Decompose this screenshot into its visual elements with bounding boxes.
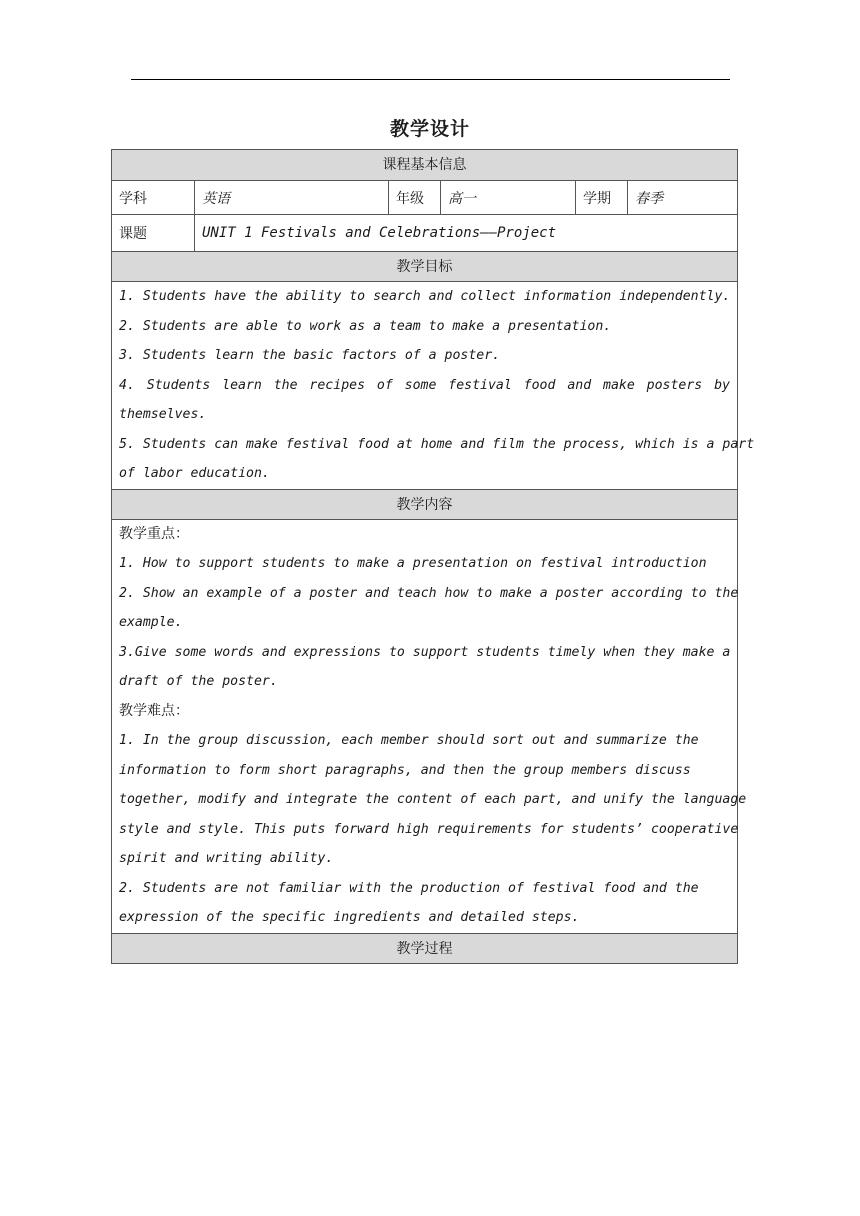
topic-value: UNIT 1 Festivals and Celebrations——Project	[195, 215, 738, 252]
difficulty-line: 2. Students are not familiar with the production of festival food and the	[119, 880, 699, 896]
objective-line: 5. Students can make festival food at home and film the process, which is a part	[119, 436, 755, 452]
objective-line: 3. Students learn the basic factors of a poster.	[119, 348, 501, 363]
key-point-line: 2. Show an example of a poster and teach how to make a poster according to the	[119, 585, 739, 601]
basic-info-header: 课程基本信息	[112, 150, 738, 181]
subject-label: 学科	[112, 181, 195, 215]
content-header: 教学内容	[112, 489, 738, 519]
objective-line: 2. Students are able to work as a team to make a presentation.	[119, 318, 612, 334]
key-point-line: 1. How to support students to make a presentation on festival introduction	[119, 556, 707, 571]
key-point-line: example.	[119, 615, 183, 630]
section-header-row	[112, 150, 738, 181]
difficulty-line: style and style. This puts forward high requirements for students’ cooperative	[119, 821, 739, 837]
difficulty-line: spirit and writing ability.	[119, 851, 334, 866]
section-header-row	[112, 933, 738, 963]
objective-line: themselves.	[119, 407, 207, 422]
objective-line: of labor education.	[119, 466, 270, 481]
difficulty-line: 1. In the group discussion, each member should sort out and summarize the	[119, 733, 699, 748]
key-points-label: 教学重点：	[119, 525, 189, 542]
difficulty-line: expression of the specific ingredients and detailed steps.	[119, 910, 580, 925]
difficulties-label: 教学难点：	[119, 702, 189, 719]
info-row	[112, 181, 738, 215]
objective-line: 4. Students learn the recipes of some festival food and make posters by	[119, 377, 730, 393]
document-title: 教学设计	[389, 118, 470, 140]
key-point-line: draft of the poster.	[119, 674, 278, 689]
content-body	[112, 519, 747, 933]
objectives-header: 教学目标	[112, 252, 738, 282]
grade-value: 高一	[441, 181, 576, 215]
term-label: 学期	[576, 181, 628, 215]
section-header-row	[112, 489, 738, 519]
difficulty-line: together, modify and integrate the content of each part, and unify the language	[119, 792, 747, 807]
difficulty-line: information to form short paragraphs, and then the group members discuss	[119, 762, 691, 778]
header-rule	[131, 79, 730, 80]
content-row	[112, 519, 738, 933]
subject-value: 英语	[195, 181, 389, 215]
section-header-row	[112, 252, 738, 282]
process-header: 教学过程	[112, 933, 738, 963]
objectives-body	[112, 282, 755, 490]
objective-line: 1. Students have the ability to search and collect information independently.	[119, 289, 731, 304]
objectives-row	[112, 282, 738, 490]
grade-label: 年级	[389, 181, 441, 215]
term-value: 春季	[628, 181, 738, 215]
topic-row	[112, 215, 738, 252]
key-point-line: 3.Give some words and expressions to support students timely when they make a	[119, 644, 731, 660]
lesson-design-table	[111, 149, 755, 964]
topic-label: 课题	[112, 215, 195, 252]
